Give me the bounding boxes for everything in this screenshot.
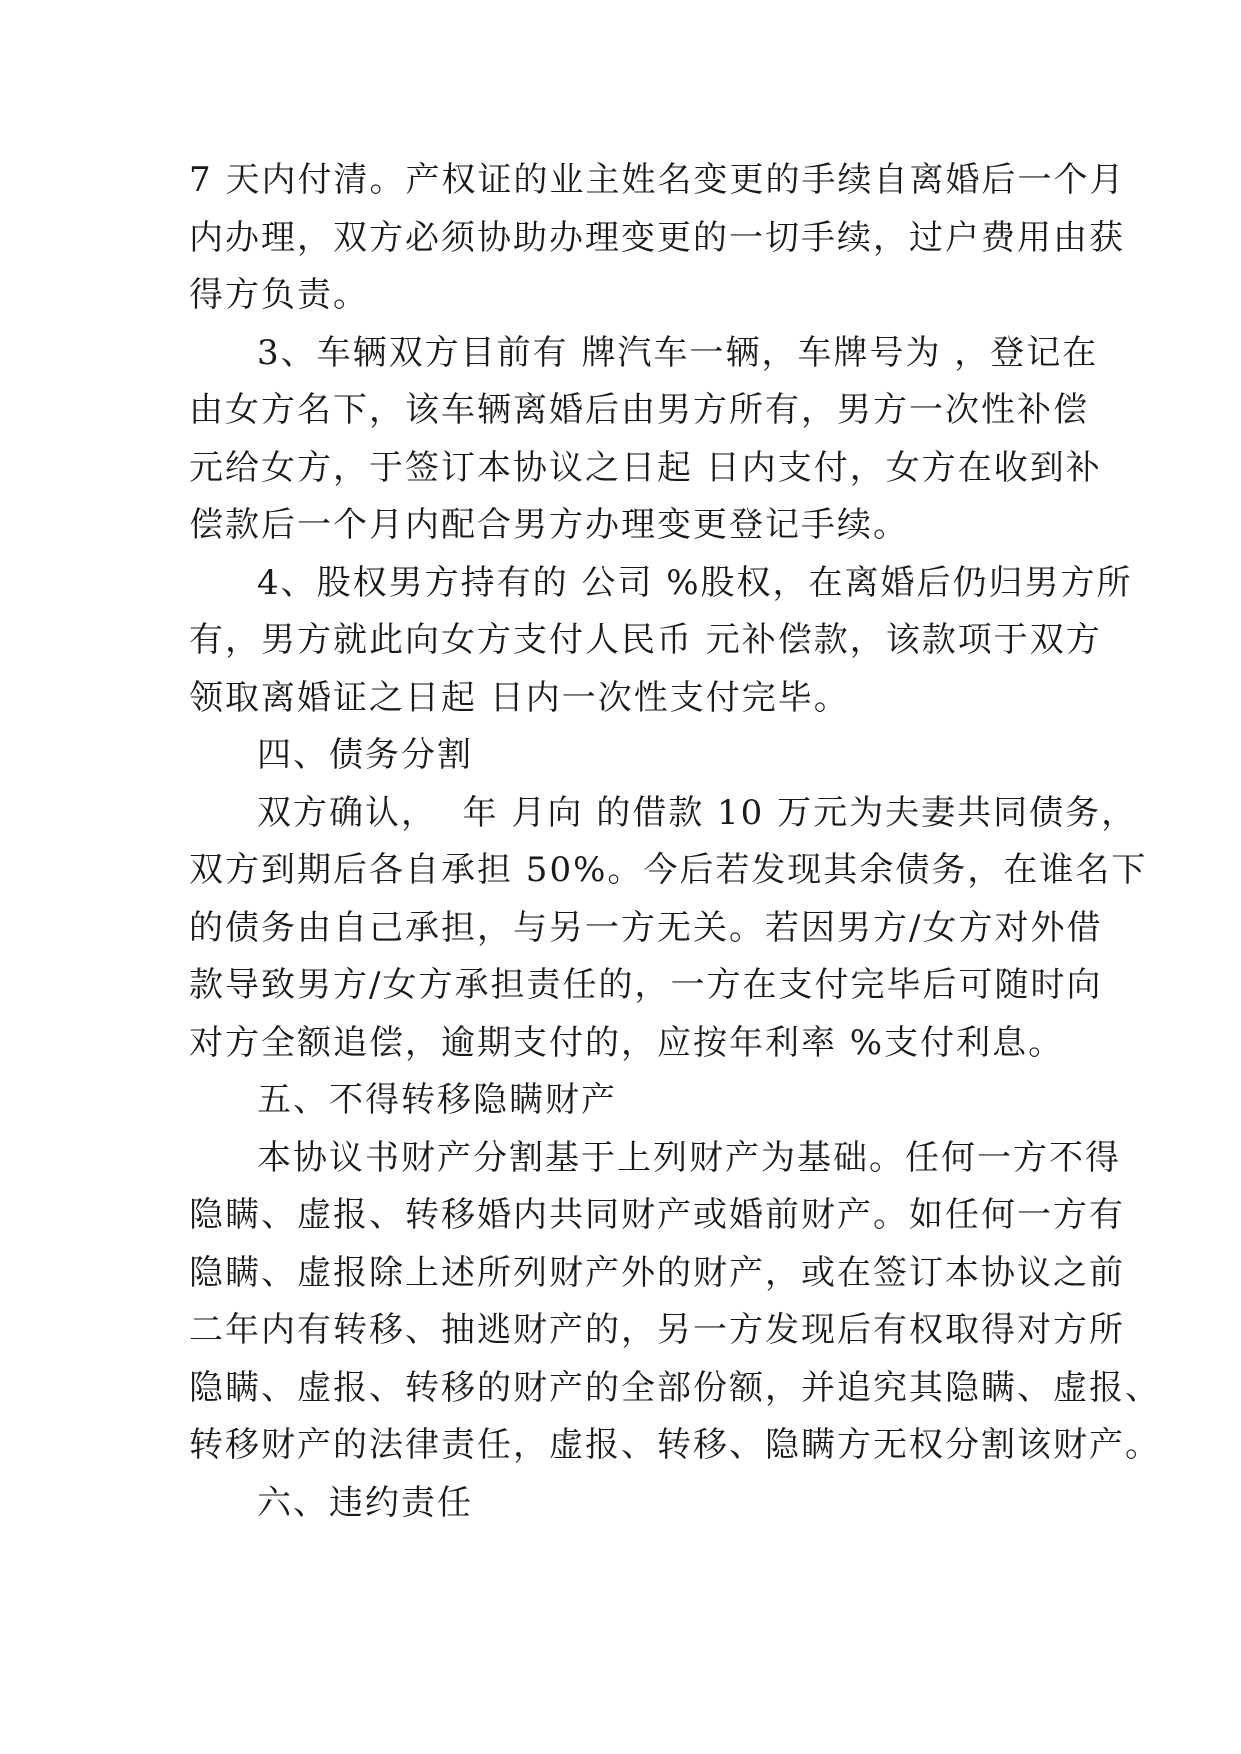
text-line: 转移财产的法律责任，虚报、转移、隐瞒方无权分割该财产。 (189, 1425, 1161, 1465)
paragraph-concealment-clause (189, 1130, 1161, 1475)
text-line: 3、车辆双方目前有 牌汽车一辆，车牌号为 ，登记在 (257, 332, 1099, 373)
text-line: 本协议书财产分割基于上列财产为基础。任何一方不得 (257, 1137, 1121, 1178)
text-line: 二年内有转移、抽逃财产的，另一方发现后有权取得对方所 (189, 1310, 1125, 1350)
text-line: 7 天内付清。产权证的业主姓名变更的手续自离婚后一个月 (189, 160, 1126, 200)
document-body (189, 152, 1161, 1532)
text-line: 4、股权男方持有的 公司 %股权，在离婚后仍归男方所 (257, 562, 1133, 603)
text-line: 偿款后一个月内配合男方办理变更登记手续。 (189, 505, 909, 545)
text-line: 隐瞒、虚报除上述所列财产外的财产，或在签订本协议之前 (189, 1252, 1125, 1293)
paragraph-vehicle-clause (189, 325, 1102, 555)
text-line: 得方负责。 (189, 275, 369, 315)
text-line: 隐瞒、虚报、转移的财产的全部份额，并追究其隐瞒、虚报、 (189, 1367, 1161, 1408)
text-line: 由女方名下，该车辆离婚后由男方所有，男方一次性补偿 (189, 390, 1089, 430)
text-line: 内办理，双方必须协助办理变更的一切手续，过户费用由获 (189, 217, 1125, 258)
section-heading: 六、违约责任 (257, 1482, 473, 1523)
paragraph-debt-clause (189, 785, 1148, 1073)
text-line: 款导致男方/女方承担责任的，一方在支付完毕后可随时向 (189, 965, 1103, 1005)
text-line: 对方全额追偿，逾期支付的，应按年利率 %支付利息。 (189, 1022, 1065, 1063)
section-heading: 四、债务分割 (257, 735, 473, 775)
paragraph-equity-clause (189, 555, 1133, 728)
section-heading-liability (189, 1475, 1059, 1533)
section-heading: 五、不得转移隐瞒财产 (257, 1080, 617, 1120)
text-line: 的债务由自己承担，与另一方无关。若因男方/女方对外借 (189, 907, 1103, 948)
section-heading-debt (189, 727, 1059, 785)
section-heading-concealment (189, 1072, 1059, 1130)
text-line: 领取离婚证之日起 日内一次性支付完毕。 (189, 677, 850, 718)
text-line: 隐瞒、虚报、转移婚内共同财产或婚前财产。如任何一方有 (189, 1195, 1125, 1235)
text-line: 双方到期后各自承担 50%。今后若发现其余债务，在谁名下 (189, 850, 1148, 890)
text-line: 双方确认， 年 月向 的借款 10 万元为夫妻共同债务， (257, 792, 1138, 833)
text-line: 有，男方就此向女方支付人民币 元补偿款，该款项于双方 (189, 620, 1102, 660)
text-line: 元给女方，于签订本协议之日起 日内支付，女方在收到补 (189, 447, 1102, 488)
paragraph-property-transfer-continued (189, 152, 1126, 325)
